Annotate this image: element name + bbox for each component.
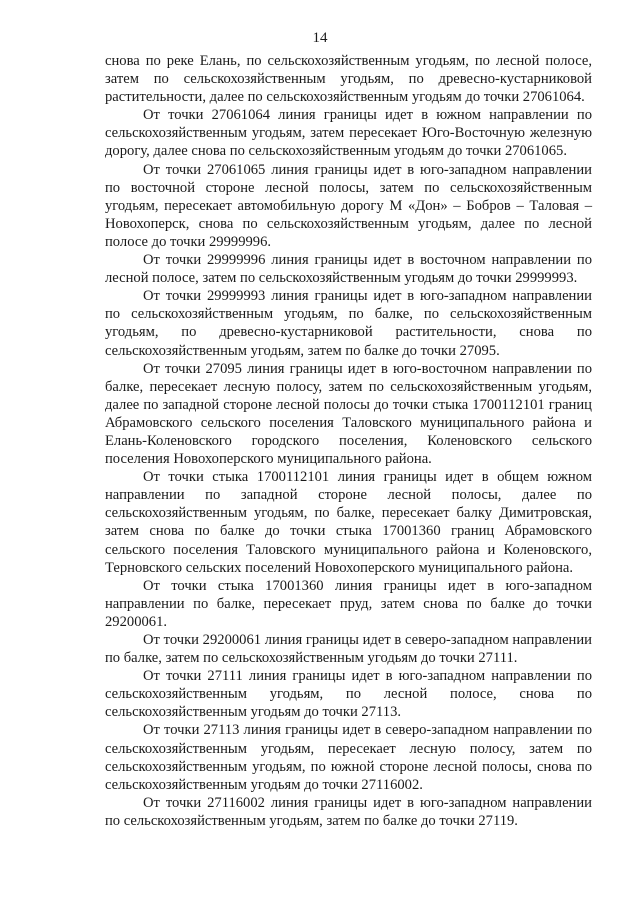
paragraph: От точки 27113 линия границы идет в северо-западном направлении по сельскохозяйственным угодьям, пересекает лесную полосу, затем по сельскохозяйственным угодьям, по южной стороне лесной полосы, снова по сельскохозяйственным угодьям до точки 27116002. xyxy=(105,722,592,793)
paragraph: От точки стыка 1700112101 линия границы идет в общем южном направлении по западной стороне лесной полосы, далее по сельскохозяйственным угодьям, по балке, пересекает балку Димитровская, затем снова по балке до точки стыка 17001360 границ Абрамовского сельского поселения Таловского муниципального района и Коленовского, Терновского сельских поселений Новохоперского муниципального района. xyxy=(105,469,592,576)
paragraph: От точки 27116002 линия границы идет в юго-западном направлении по сельскохозяйственным угодьям, затем по балке до точки 27119. xyxy=(105,794,592,829)
paragraph: От точки 29200061 линия границы идет в северо-западном направлении по балке, затем по сельскохозяйственным угодьям до точки 27111. xyxy=(105,632,592,667)
document-body xyxy=(105,52,592,830)
paragraph: От точки 27095 линия границы идет в юго-восточном направлении по балке, пересекает лесную полосу, затем по сельскохозяйственным угодьям, далее по западной стороне лесной полосы до точки стыка 1700112101 границ Абрамовского сельского поселения Таловского муниципального района и Елань-Коленовского городского поселения, Коленовского сельского поселения Новохоперского муниципального района. xyxy=(105,360,592,468)
paragraph: От точки 27111 линия границы идет в юго-западном направлении по сельскохозяйственным угодьям, по лесной полосе, снова по сельскохозяйственным угодьям до точки 27113. xyxy=(105,668,592,721)
paragraph: От точки стыка 17001360 линия границы идет в юго-западном направлении по балке, пересекает пруд, затем снова по балке до точки 29200061. xyxy=(105,577,592,630)
paragraph: От точки 29999996 линия границы идет в восточном направлении по лесной полосе, затем по сельскохозяйственным угодьям до точки 29999993. xyxy=(105,252,592,287)
paragraph: снова по реке Елань, по сельскохозяйственным угодьям, по лесной полосе, затем по сельскохозяйственным угодьям, по древесно-кустарниковой растительности, далее по сельскохозяйственным угодьям до точки 27061064. xyxy=(105,53,592,106)
paragraph: От точки 27061065 линия границы идет в юго-западном направлении по восточной стороне лесной полосы, затем по сельскохозяйственным угодьям, пересекает автомобильную дорогу М «Дон» – Бобров – Таловая – Новохоперск, снова по сельскохозяйственным угодьям, далее по лесной полосе до точки 29999996. xyxy=(105,161,592,250)
page-number: 14 xyxy=(312,30,328,46)
paragraph: От точки 29999993 линия границы идет в юго-западном направлении по сельскохозяйственным угодьям, по балке, по сельскохозяйственным угодьям, по древесно-кустарниковой растительности, снова по сельскохозяйственным угодьям, затем по балке до точки 27095. xyxy=(105,288,592,359)
paragraph: От точки 27061064 линия границы идет в южном направлении по сельскохозяйственным угодьям, затем пересекает Юго-Восточную железную дорогу, далее снова по сельскохозяйственным угодьям до точки 27061065. xyxy=(105,107,592,160)
